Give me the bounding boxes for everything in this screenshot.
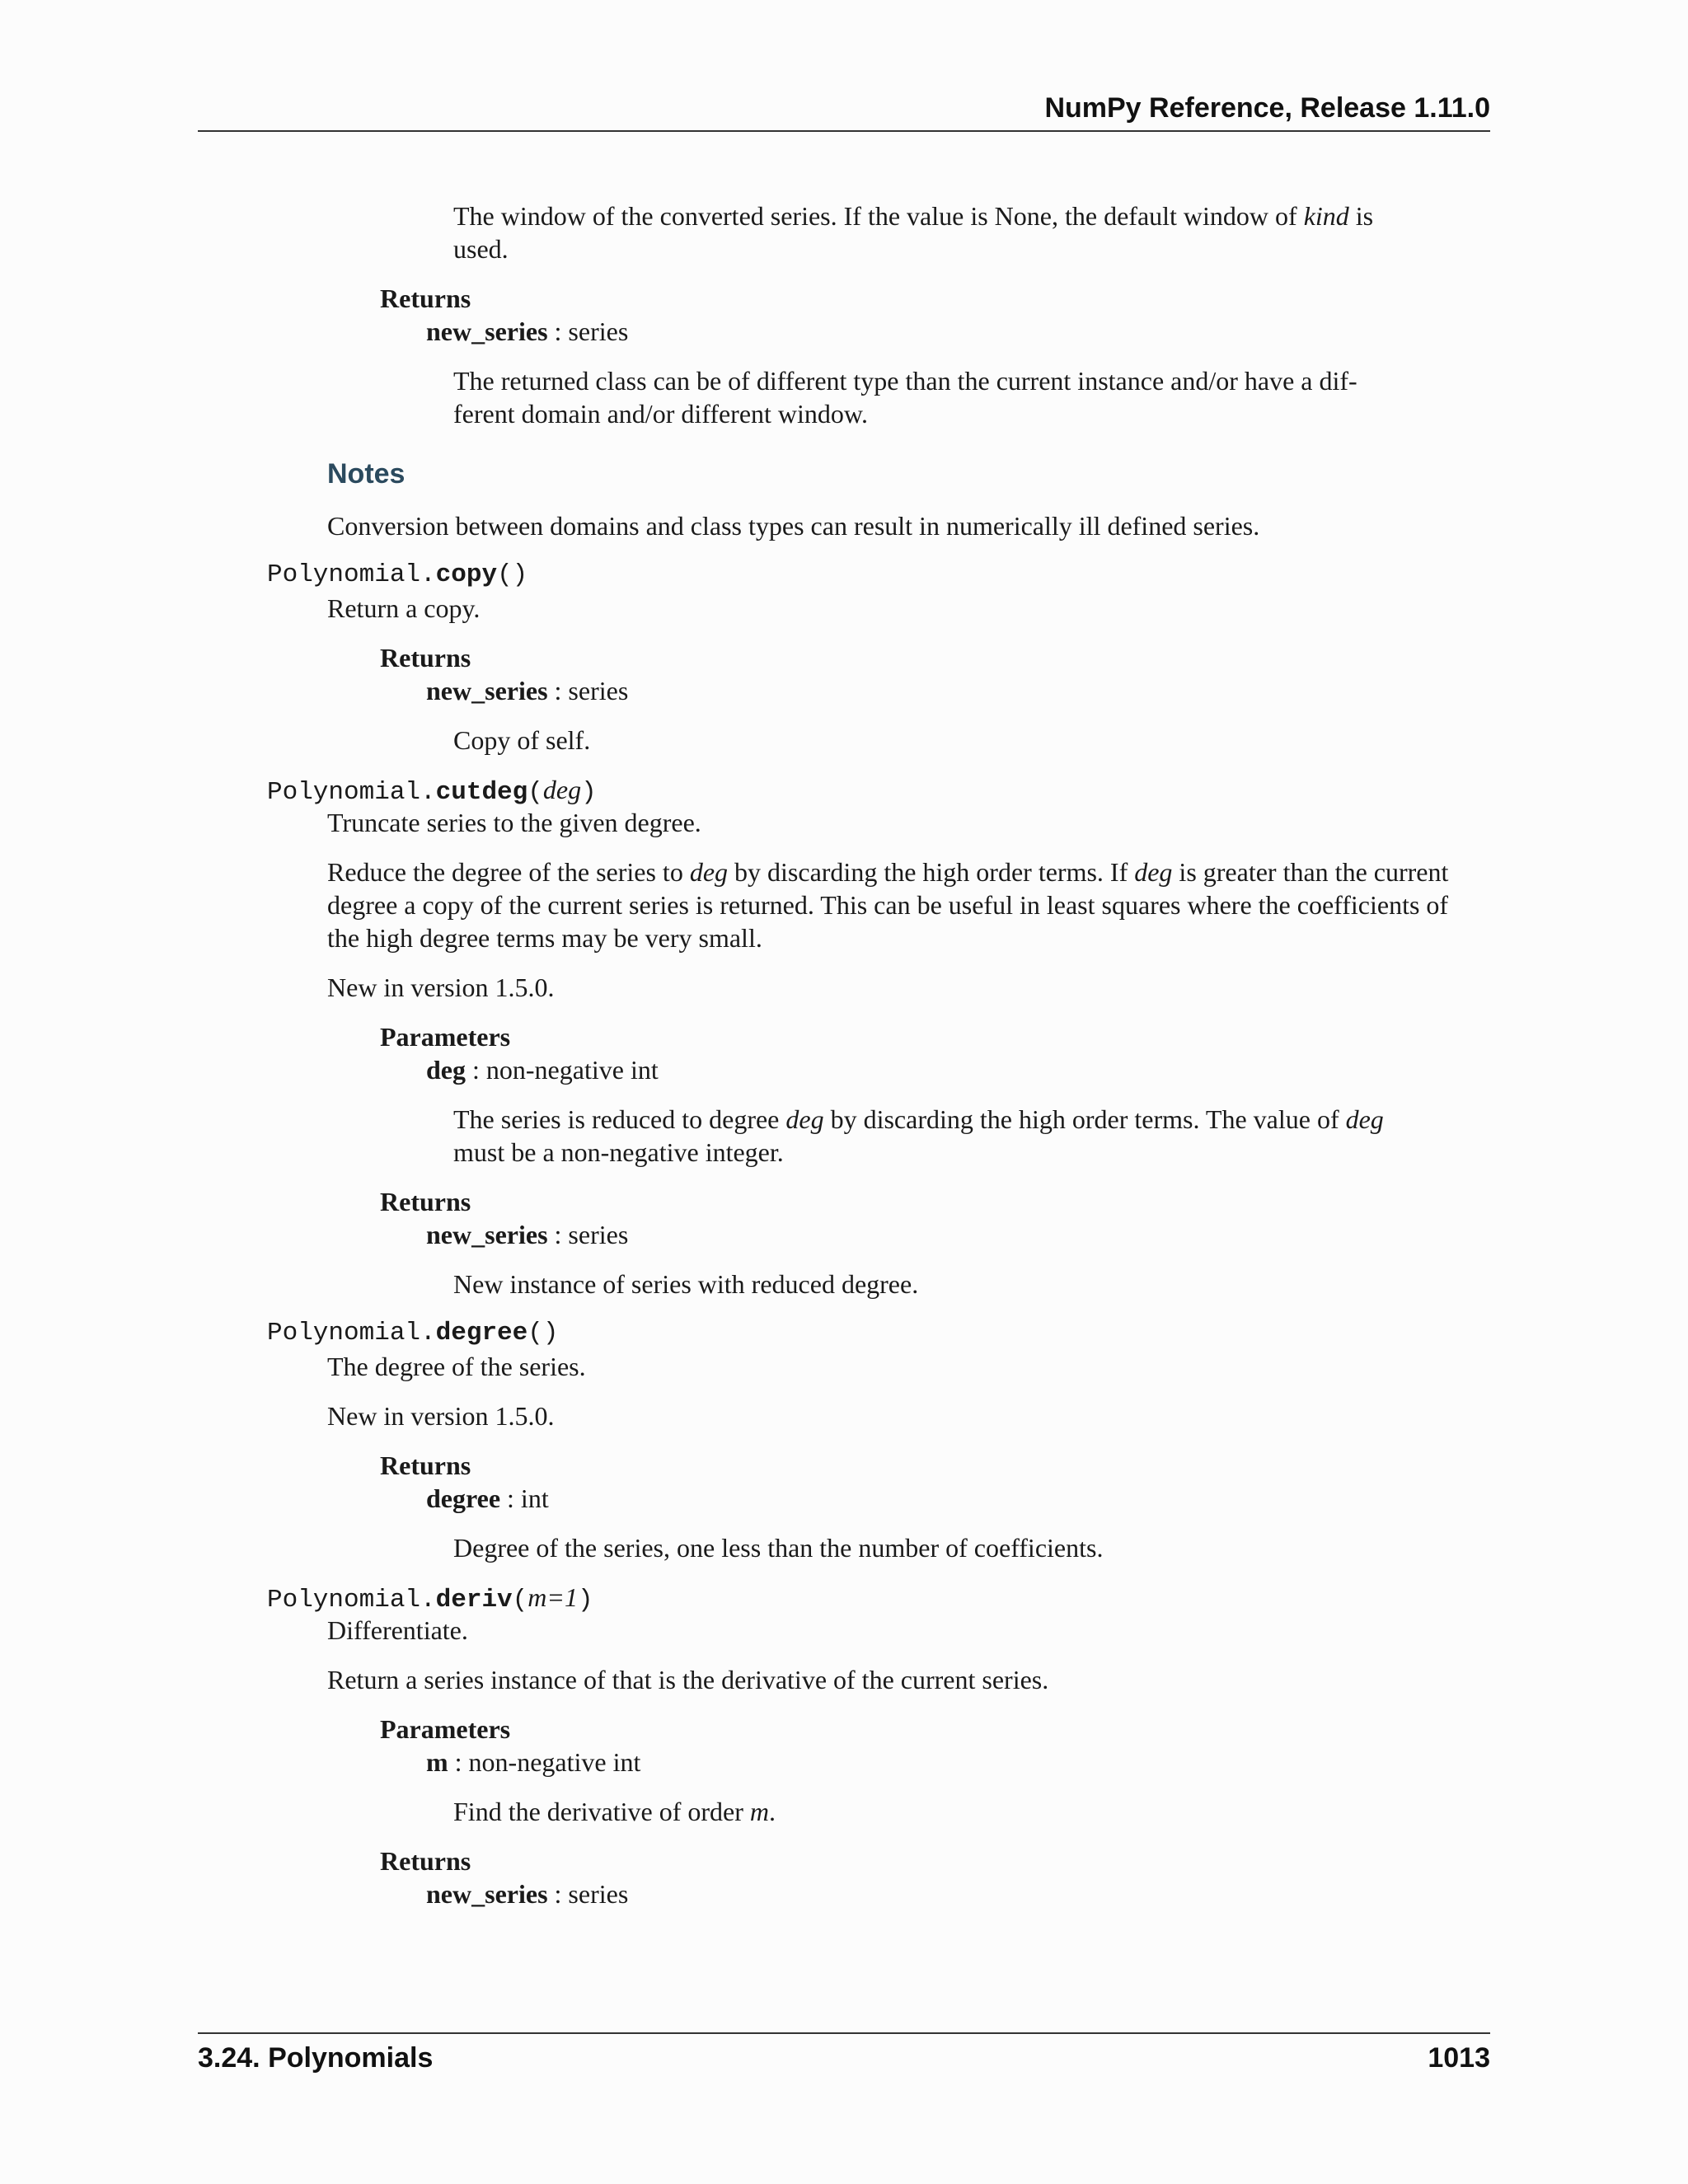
- copy-signature: Polynomial.copy(): [267, 560, 528, 589]
- degree-signature: Polynomial.degree(): [267, 1319, 559, 1347]
- footer-section: 3.24. Polynomials: [198, 2042, 434, 2074]
- cutdeg-return-field: new_series : series: [426, 1220, 629, 1249]
- cutdeg-param-description: The series is reduced to degree deg by discarding the high order terms. The value of deg: [453, 1104, 1384, 1134]
- running-header: NumPy Reference, Release 1.11.0: [1044, 92, 1490, 124]
- cutdeg-return-description: New instance of series with reduced degree.: [453, 1269, 919, 1299]
- cutdeg-description-cont2: the high degree terms may be very small.: [327, 923, 762, 953]
- cutdeg-version-note: New in version 1.5.0.: [327, 972, 555, 1002]
- deriv-description: Return a series instance of that is the derivative of the current series.: [327, 1665, 1049, 1694]
- copy-returns-label: Returns: [380, 643, 471, 673]
- deriv-parameters-label: Parameters: [380, 1714, 511, 1744]
- returns-label: Returns: [380, 284, 471, 313]
- cutdeg-parameters-label: Parameters: [380, 1022, 511, 1052]
- degree-return-description: Degree of the series, one less than the number of coefficients.: [453, 1533, 1104, 1563]
- deriv-return-field: new_series : series: [426, 1879, 629, 1909]
- cutdeg-param-field: deg : non-negative int: [426, 1055, 659, 1085]
- degree-returns-label: Returns: [380, 1451, 471, 1480]
- degree-return-field: degree : int: [426, 1483, 549, 1513]
- notes-text: Conversion between domains and class types can result in numerically ill defined series.: [327, 511, 1260, 541]
- deriv-summary: Differentiate.: [327, 1615, 468, 1645]
- cutdeg-description: Reduce the degree of the series to deg by discarding the high order terms. If deg is greater than the current: [327, 857, 1449, 887]
- copy-summary: Return a copy.: [327, 593, 481, 623]
- notes-heading: Notes: [327, 458, 406, 490]
- page-number: 1013: [1428, 2042, 1490, 2074]
- cutdeg-param-description-cont: must be a non-negative integer.: [453, 1137, 784, 1167]
- copy-return-field: new_series : series: [426, 676, 629, 705]
- deriv-param-field: m : non-negative int: [426, 1747, 641, 1777]
- return-field: new_series : series: [426, 316, 629, 346]
- cutdeg-description-cont: degree a copy of the current series is returned. This can be useful in least squares where the coefficients of: [327, 890, 1449, 920]
- cutdeg-summary: Truncate series to the given degree.: [327, 808, 701, 837]
- deriv-returns-label: Returns: [380, 1846, 471, 1876]
- return-description: The returned class can be of different type than the current instance and/or have a dif-: [453, 366, 1357, 396]
- return-description-cont: ferent domain and/or different window.: [453, 399, 868, 429]
- deriv-param-description: Find the derivative of order m.: [453, 1797, 776, 1826]
- degree-version-note: New in version 1.5.0.: [327, 1401, 555, 1431]
- window-description-cont: used.: [453, 234, 509, 264]
- cutdeg-returns-label: Returns: [380, 1187, 471, 1216]
- degree-summary: The degree of the series.: [327, 1352, 586, 1381]
- header-rule: [198, 130, 1490, 132]
- footer-rule: [198, 2032, 1490, 2034]
- window-description: The window of the converted series. If the value is None, the default window of kind is: [453, 201, 1374, 231]
- deriv-signature: Polynomial.deriv(m=1): [267, 1582, 593, 1615]
- cutdeg-signature: Polynomial.cutdeg(deg): [267, 775, 597, 807]
- copy-return-description: Copy of self.: [453, 725, 591, 755]
